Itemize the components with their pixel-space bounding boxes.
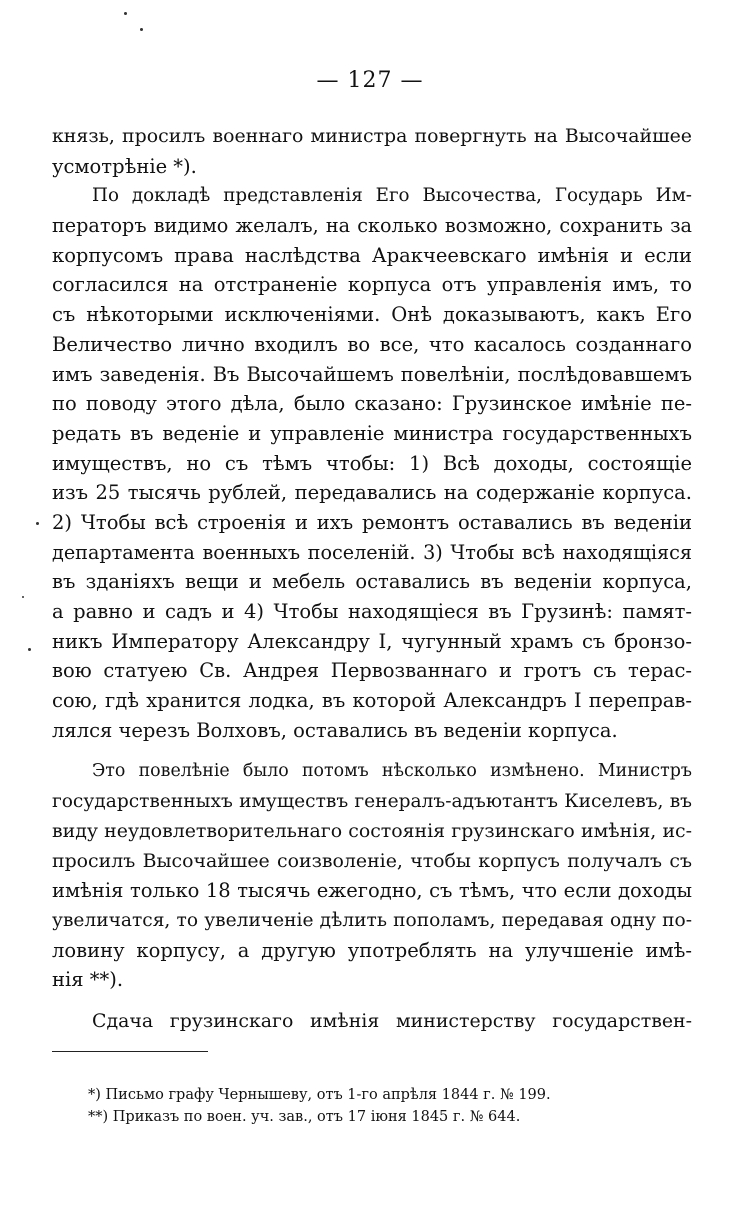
text-line: имѣнія только 18 тысячь ежегодно, съ тѣмъ, что если доходы [52,879,692,903]
text-line: ловину корпусу, а другую употреблять на улучшеніе имѣ- [52,938,692,962]
text-line: князь, просилъ военнаго министра повергнуть на Высочайшее [52,125,692,147]
text-line: по поводу этого дѣла, было сказано: Грузинское имѣніе пе- [52,392,692,416]
footnote-separator [52,1051,208,1052]
text-line: съ нѣкоторыми исключеніями. Онѣ доказываютъ, какъ Его [52,303,692,327]
text-line: Сдача грузинскаго имѣнія министерству государствен- [92,1009,692,1032]
text-line: государственныхъ имуществъ генералъ-адъютантъ Киселевъ, въ [52,791,692,813]
text-line: изъ 25 тысячь рублей, передавались на содержаніе корпуса. [52,481,692,505]
text-line: виду неудовлетворительнаго состоянія грузинскаго имѣнія, ис- [52,819,692,842]
paragraph-gap [52,995,692,1007]
print-speck [28,648,31,651]
text-line: редать въ веденіе и управленіе министра государственныхъ [52,421,692,445]
print-speck [22,596,24,598]
text-line: увеличатся, то увеличеніе дѣлить пополамъ, передавая одну по- [52,909,692,931]
paragraph-gap [52,745,692,757]
text-line: никъ Императору Александру I, чугунный храмъ съ бронзо- [52,629,692,653]
page-number: — 127 — [316,68,424,93]
text-line: лялся черезъ Волховъ, оставались въ веденіи корпуса. [52,718,618,742]
text-line: департамента военныхъ поселеній. 3) Чтобы всѣ находящіяся [52,540,692,564]
footnote: **) Приказъ по воен. уч. зав., отъ 17 іюня 1845 г. № 644. [88,1109,521,1125]
text-line: нія **). [52,968,124,992]
footnotes [88,1084,648,1128]
footnote: *) Письмо графу Чернышеву, отъ 1-го апрѣля 1844 г. № 199. [88,1087,551,1103]
text-line: въ зданіяхъ вещи и мебель оставались въ веденіи корпуса, [52,570,692,594]
text-line: ператоръ видимо желалъ, на сколько возможно, сохранить за [52,214,692,238]
print-speck [140,28,143,31]
text-line: корпусомъ права наслѣдства Аракчеевскаго имѣнія и если [52,243,692,267]
text-line: усмотрѣніе *). [52,154,197,178]
text-line: а равно и садъ и 4) Чтобы находящіеся въ Грузинѣ: памят- [52,600,692,623]
text-line: 2) Чтобы всѣ строенія и ихъ ремонтъ оставались въ веденіи [52,510,692,534]
print-speck [36,522,39,525]
text-line: имуществъ, но съ тѣмъ чтобы: 1) Всѣ доходы, состоящіе [52,451,692,475]
text-line: имъ заведенія. Въ Высочайшемъ повелѣніи, послѣдовавшемъ [52,362,692,386]
text-line: сою, гдѣ хранится лодка, въ которой Александръ I переправ- [52,689,692,713]
text-line: По докладѣ представленія Его Высочества, Государь Им- [92,185,692,207]
text-line: согласился на отстраненіе корпуса отъ управленія имъ, то [52,273,692,297]
body-text [52,122,692,1037]
print-speck [124,12,127,15]
text-line: просилъ Высочайшее соизволеніе, чтобы корпусъ получалъ съ [52,849,692,872]
text-line: Это повелѣніе было потомъ нѣсколько измѣнено. Министръ [92,761,692,782]
text-line: Величество лично входилъ во все, что касалось созданнаго [52,332,692,356]
text-line: вою статуею Св. Андрея Первозваннаго и гротъ съ терас- [52,659,692,683]
